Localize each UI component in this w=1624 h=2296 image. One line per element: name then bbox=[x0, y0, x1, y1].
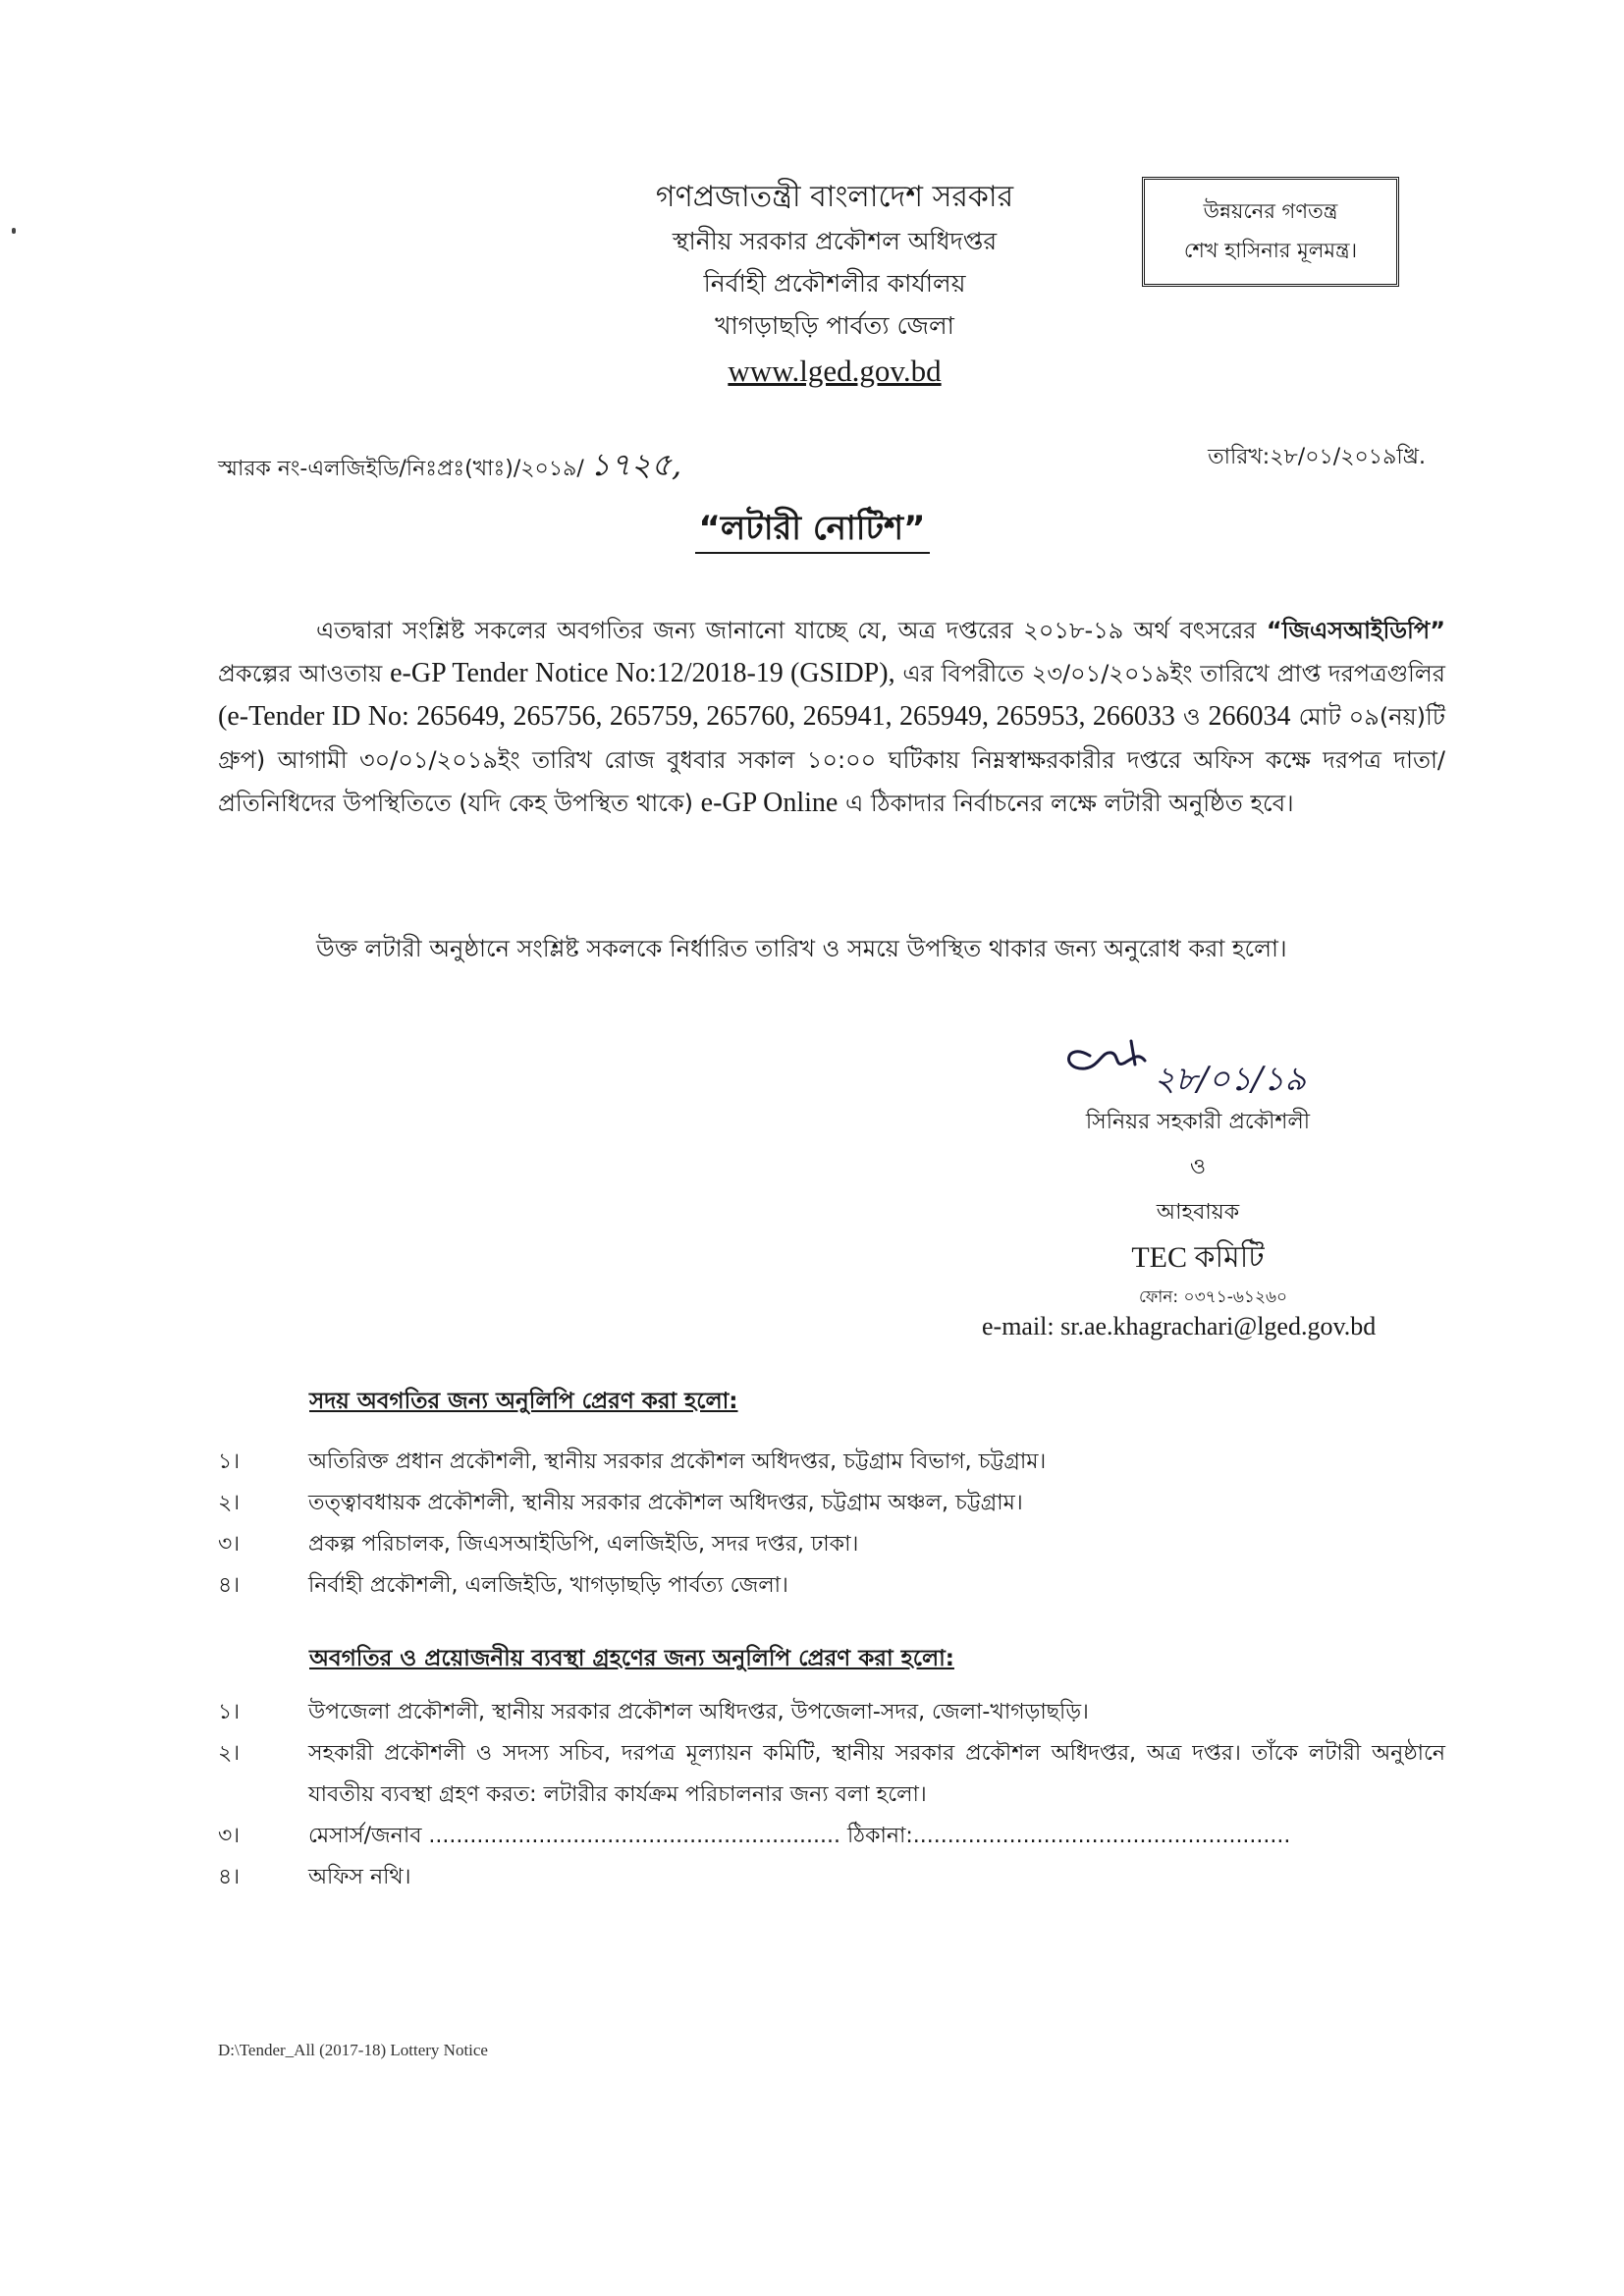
signatory-email[interactable]: e-mail: sr.ae.khagrachari@lged.gov.bd bbox=[982, 1312, 1377, 1340]
list-text: অফিস নথি। bbox=[308, 1865, 411, 1889]
list-text: উপজেলা প্রকৌশলী, স্থানীয় সরকার প্রকৌশল অধিদপ্তর, উপজেলা-সদর, জেলা-খাগড়াছড়ি। bbox=[308, 1700, 1089, 1724]
copy-section-2-heading: অবগতির ও প্রয়োজনীয় ব্যবস্থা গ্রহণের জন্য অনুলিপি প্রেরণ করা হলো: bbox=[309, 1646, 954, 1671]
para2-text: উক্ত লটারী অনুষ্ঠানে সংশ্লিষ্ট সকলকে নির্ধারিত তারিখ ও সময়ে উপস্থিত থাকার জন্য অনুরোধ করা হলো। bbox=[316, 935, 1287, 962]
para1-text-6: এ ঠিকাদার নির্বাচনের লক্ষে লটারী অনুষ্ঠিত হবে। bbox=[838, 790, 1294, 817]
district-name: খাগড়াছড়ি পার্বত্য জেলা bbox=[715, 311, 954, 340]
notice-title bbox=[0, 503, 1624, 559]
copy-section-1-list bbox=[218, 1442, 1445, 1607]
list-text: সহকারী প্রকৌশলী ও সদস্য সচিব, দরপত্র মূল্যায়ন কমিটি, স্থানীয় সরকার প্রকৌশল অধিদপ্তর, অত্র দপ্তর। তাঁকে লটারী অনুষ্ঠানে যাবতীয় ব্যবস্থা গ্রহণ করত: লটারীর কার্যক্রম পরিচালনার জন্য বলা হলো। bbox=[308, 1741, 1445, 1807]
para1-text-3: এর বিপরীতে ২৩/০১/২০১৯ইং তারিখে প্রাপ্ত দরপত্রগুলির bbox=[894, 660, 1445, 687]
para1-text-4: ও bbox=[1174, 703, 1209, 731]
list-item bbox=[218, 1816, 1445, 1857]
list-number: ৩। bbox=[218, 1824, 241, 1848]
list-number: ৪। bbox=[218, 1573, 241, 1598]
para1-text-5: মোট ০৯(নয়)টি গ্রুপ) আগামী ৩০/০১/২০১৯ইং তারিখ রোজ বুধবার সকাল ১০:০০ ঘটিকায় নিম্নস্বাক্ষরকারীর দপ্তরে অফিস কক্ষে দরপত্র দাতা/প্রতিনিধিদের উপস্থিতিতে (যদি কেহ উপস্থিত থাকে) bbox=[218, 703, 1445, 817]
list-text: নির্বাহী প্রকৌশলী, এলজিইডি, খাগড়াছড়ি পার্বত্য জেলা। bbox=[308, 1573, 788, 1598]
motto-line-2: শেখ হাসিনার মূলমন্ত্র। bbox=[1183, 239, 1358, 262]
motto-box bbox=[1142, 177, 1399, 287]
tender-id-list: (e-Tender ID No: 265649, 265756, 265759, 265760, 265941, 265949, 265953, 266033 bbox=[218, 701, 1175, 732]
handwritten-signature bbox=[1060, 1031, 1394, 1100]
list-item bbox=[218, 1442, 1445, 1483]
list-item bbox=[218, 1733, 1445, 1816]
list-number: ১। bbox=[218, 1700, 241, 1724]
motto-line-1: উন্নয়নের গণতন্ত্র bbox=[1203, 199, 1338, 223]
copy-section-2-list bbox=[218, 1692, 1445, 1898]
signature-block bbox=[1011, 1100, 1384, 1281]
list-item bbox=[218, 1692, 1445, 1733]
department-name: স্থানীয় সরকার প্রকৌশল অধিদপ্তর bbox=[672, 227, 998, 255]
tender-notice-number: e-GP Tender Notice No:12/2018-19 (GSIDP), bbox=[390, 658, 895, 688]
issue-date: তারিখ:২৮/০১/২০১৯খ্রি. bbox=[1208, 445, 1426, 469]
committee-name: TEC কমিটি bbox=[1131, 1241, 1265, 1274]
memo-prefix: স্মারক নং-এলজিইডি/নিঃপ্রঃ(খাঃ)/২০১৯/ bbox=[218, 457, 584, 481]
list-item bbox=[218, 1857, 1445, 1898]
file-path-footer: D:\Tender_All (2017-18) Lottery Notice bbox=[218, 2041, 488, 2059]
signature-date: ২৮/০১/১৯ bbox=[1154, 1060, 1307, 1099]
memo-handwritten-number: ১৭২৫, bbox=[589, 446, 682, 483]
govt-name: গণপ্রজাতন্ত্রী বাংলাদেশ সরকার bbox=[655, 180, 1014, 214]
para1-text-2: প্রকল্পের আওতায় bbox=[218, 660, 391, 687]
list-item bbox=[218, 1565, 1445, 1607]
list-number: ১। bbox=[218, 1449, 241, 1474]
list-number: ৪। bbox=[218, 1865, 241, 1889]
list-text: প্রকল্প পরিচালক, জিএসআইডিপি, এলজিইডি, সদর দপ্তর, ঢাকা। bbox=[308, 1532, 859, 1557]
website-link[interactable]: www.lged.gov.bd bbox=[728, 354, 942, 388]
signatory-and: ও bbox=[1189, 1155, 1207, 1179]
signatory-phone: ফোন: ০৩৭১-৬১২৬০ bbox=[1139, 1287, 1288, 1307]
egp-online: e-GP Online bbox=[700, 788, 839, 818]
notice-title-text: “লটারী নোটিশ” bbox=[695, 509, 930, 554]
letterhead bbox=[550, 175, 1119, 394]
signatory-designation: সিনিয়র সহকারী প্রকৌশলী bbox=[1085, 1110, 1311, 1134]
list-item bbox=[218, 1483, 1445, 1524]
list-text: তত্ত্বাবধায়ক প্রকৌশলী, স্থানীয় সরকার প্রকৌশল অধিদপ্তর, চট্টগ্রাম অঞ্চল, চট্টগ্রাম। bbox=[308, 1491, 1023, 1515]
list-item bbox=[218, 1524, 1445, 1565]
project-name: “জিএসআইডিপি” bbox=[1266, 617, 1445, 644]
list-number: ২। bbox=[218, 1741, 241, 1766]
para1-text-1: এতদ্বারা সংশ্লিষ্ট সকলের অবগতির জন্য জানানো যাচ্ছে যে, অত্র দপ্তরের ২০১৮-১৯ অর্থ বৎসরের bbox=[316, 617, 1267, 644]
list-number: ৩। bbox=[218, 1532, 241, 1557]
memo-number bbox=[218, 440, 681, 493]
list-number: ২। bbox=[218, 1491, 241, 1515]
copy-section-1-heading: সদয় অবগতির জন্য অনুলিপি প্রেরণ করা হলো: bbox=[309, 1389, 738, 1414]
scan-speck bbox=[12, 228, 16, 234]
list-text: অতিরিক্ত প্রধান প্রকৌশলী, স্থানীয় সরকার প্রকৌশল অধিদপ্তর, চট্টগ্রাম বিভাগ, চট্টগ্রাম। bbox=[308, 1449, 1047, 1474]
list-text: মেসার্স/জনাব ............................................................ ঠিকানা:....................................................... bbox=[308, 1824, 1291, 1848]
office-name: নির্বাহী প্রকৌশলীর কার্যালয় bbox=[703, 269, 966, 298]
body-paragraph-1 bbox=[218, 609, 1445, 825]
tender-id-last: 266034 bbox=[1208, 701, 1291, 732]
signatory-role: আহবায়ক bbox=[1156, 1200, 1240, 1225]
body-paragraph-2 bbox=[218, 927, 1445, 970]
